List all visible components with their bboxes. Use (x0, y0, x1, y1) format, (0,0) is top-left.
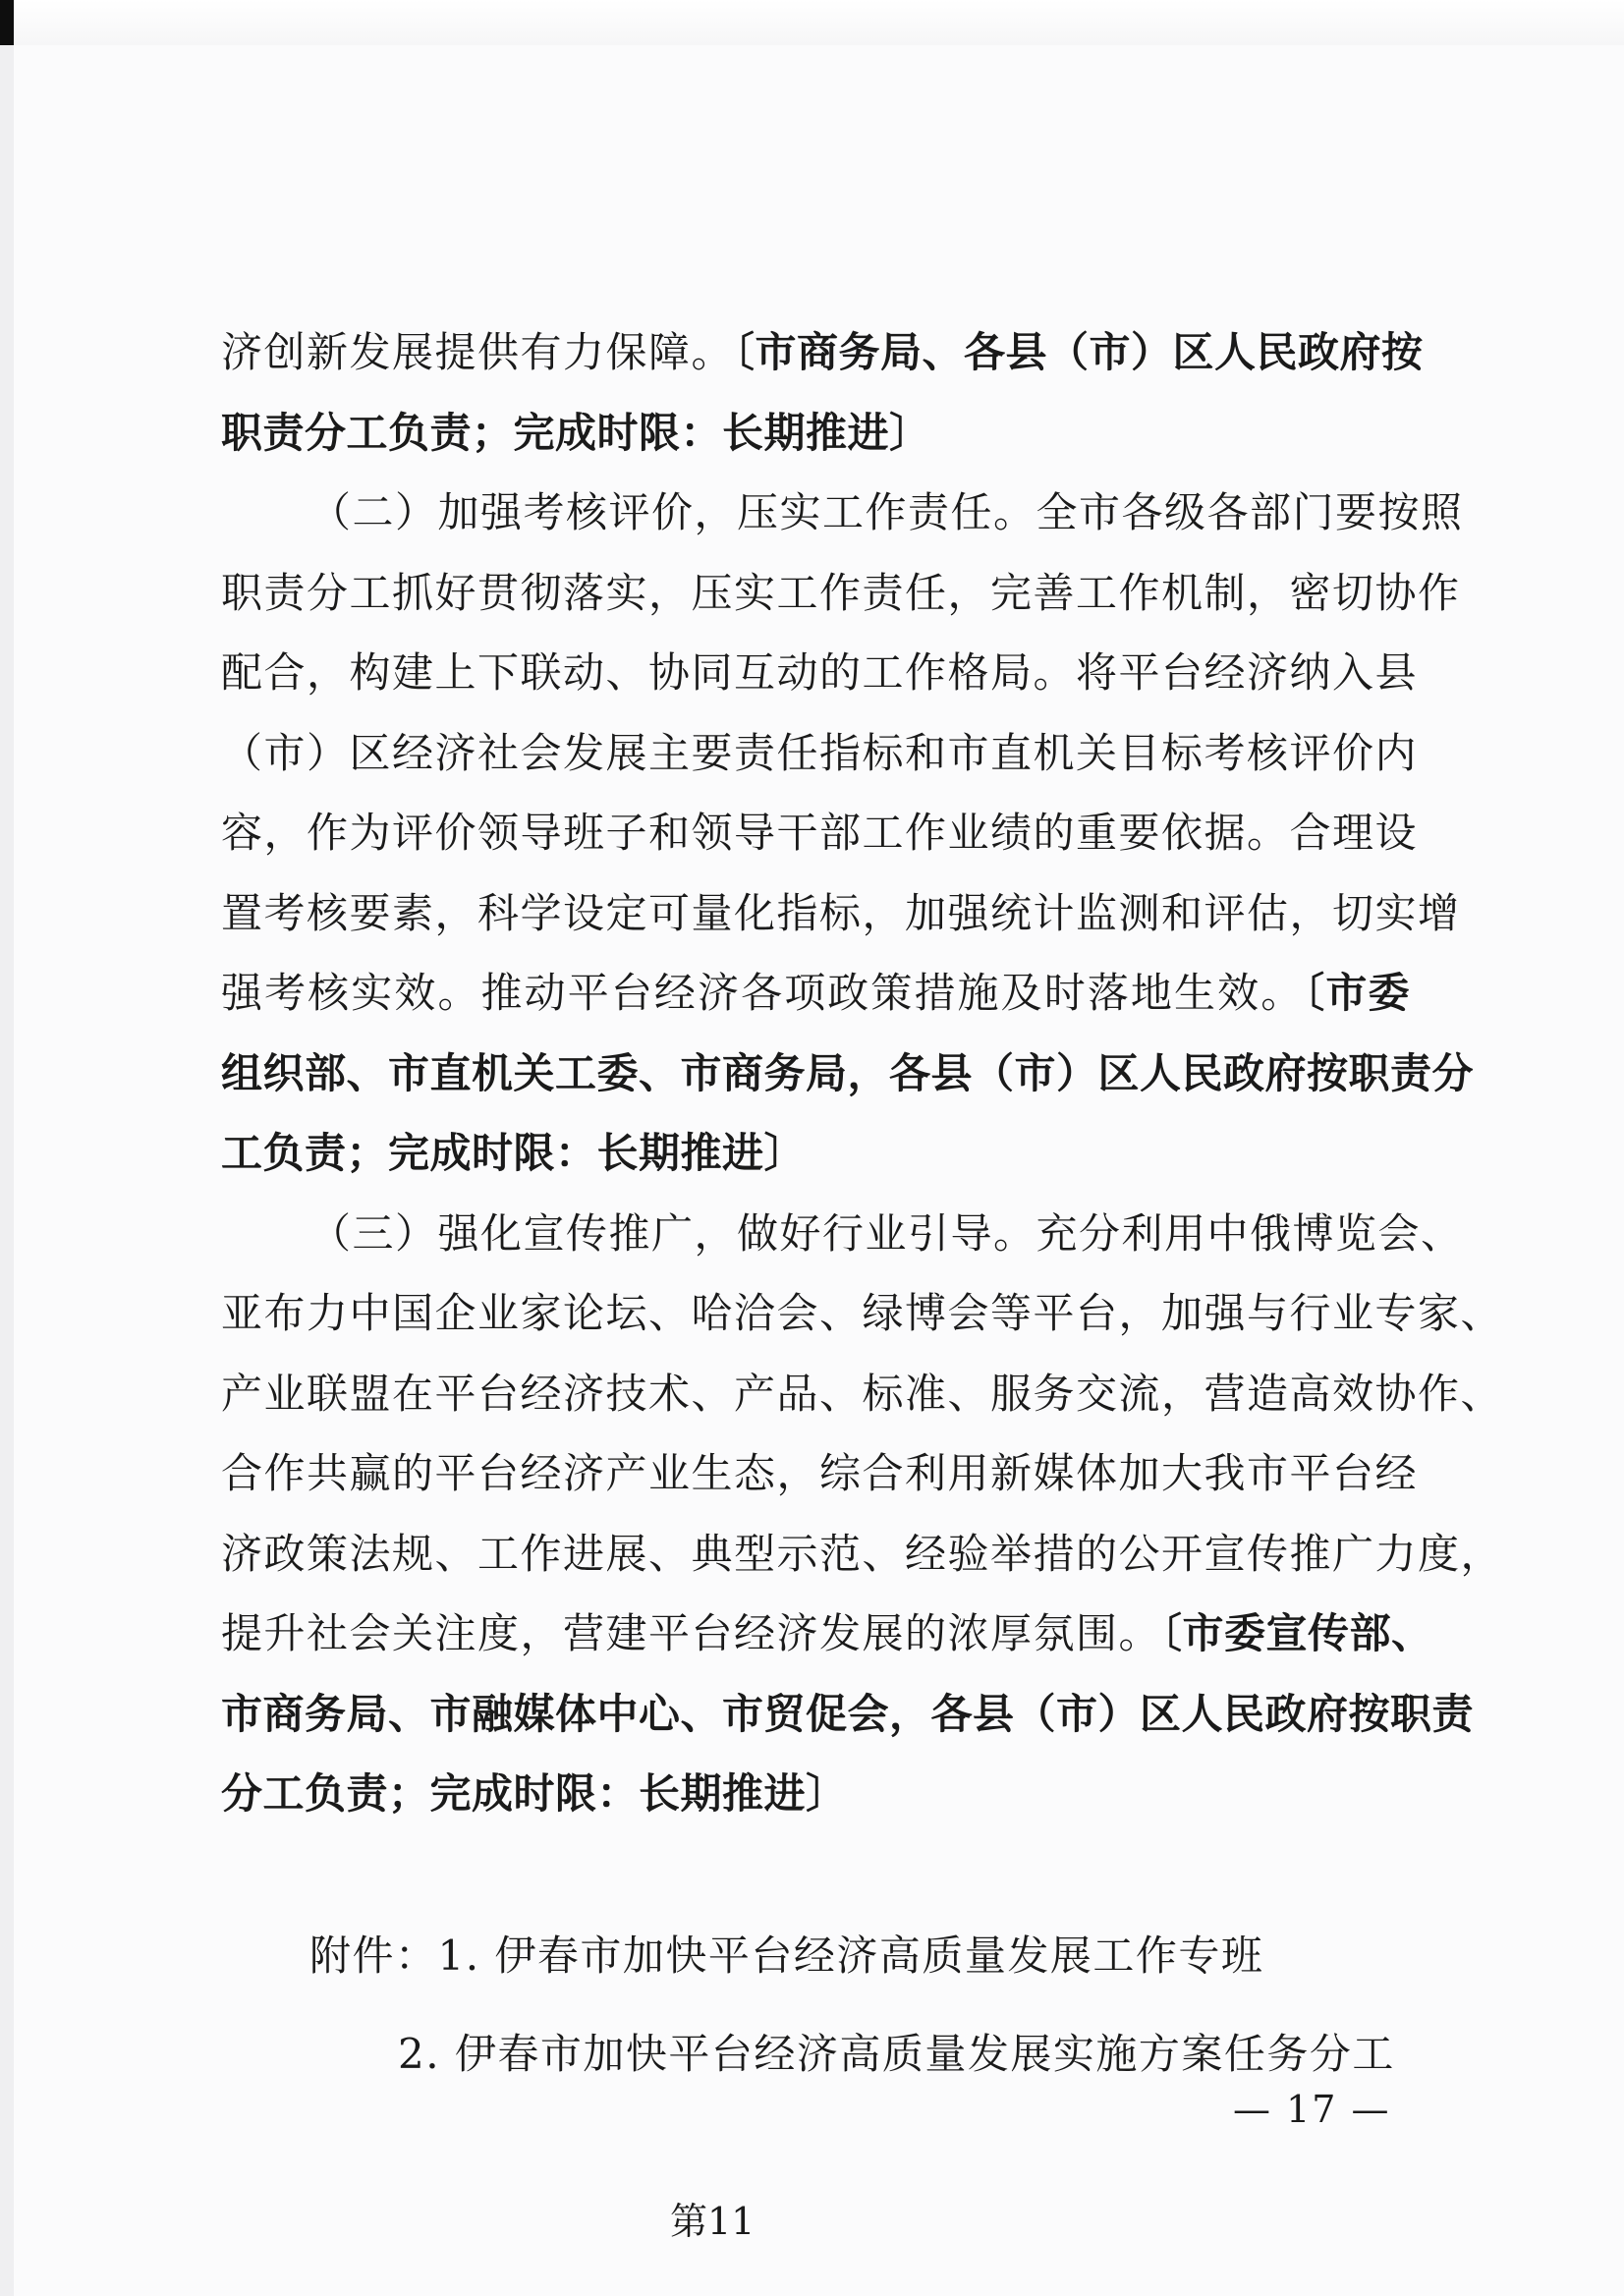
responsibility-note: 分工负责；完成时限：长期推进〕 (221, 1769, 848, 1818)
responsibility-note: 〔市商务局、各县（市）区人民政府按 (734, 328, 1424, 376)
body-text: 充分利用中俄博览会、 (1036, 1208, 1464, 1258)
paragraph-line (221, 953, 1410, 1034)
paragraph-line: 济政策法规、工作进展、典型示范、经验举措的公开宣传推广力度， (221, 1529, 1504, 1578)
attachment-item-2: 2. 伊春市加快平台经济高质量发展实施方案任务分工 (398, 2030, 1395, 2078)
scan-left-edge (0, 45, 14, 2296)
paragraph-line: 容，作为评价领导班子和领导干部工作业绩的重要依据。合理设 (221, 809, 1419, 857)
paragraph-line: 合作共赢的平台经济产业生态，综合利用新媒体加大我市平台经 (221, 1449, 1419, 1497)
paragraph-line: 职责分工抓好贯彻落实，压实工作责任，完善工作机制，密切协作 (221, 568, 1461, 617)
responsibility-note: 组织部、市直机关工委、市商务局，各县（市）区人民政府按职责分 (221, 1048, 1475, 1097)
responsibility-note: 市商务局、市融媒体中心、市贸促会，各县（市）区人民政府按职责 (221, 1689, 1475, 1738)
paragraph-line: 亚布力中国企业家论坛、哈洽会、绿博会等平台，加强与行业专家、 (221, 1289, 1504, 1337)
body-text: 济创新发展提供有力保障。 (221, 328, 735, 376)
body-text: 全市各级各部门要按照 (1036, 488, 1464, 536)
document-page (221, 312, 1504, 2078)
attachment-item-1: 附件：1. 伊春市加快平台经济高质量发展工作专班 (309, 1932, 1264, 1980)
paragraph-2 (221, 473, 1475, 1194)
paragraph-line: 配合，构建上下联动、协同互动的工作格局。将平台经济纳入县 (221, 648, 1419, 697)
page-number: — 17 — (1233, 2088, 1391, 2131)
section-heading: （二）加强考核评价，压实工作责任。 (309, 488, 1036, 536)
scan-top-edge (0, 0, 1624, 45)
paragraph-line (221, 1194, 1464, 1274)
paragraph-line (221, 312, 1424, 393)
body-text: 强考核实效。推动平台经济各项政策措施及时落地生效。 (221, 969, 1305, 1017)
section-heading: （三）强化宣传推广，做好行业引导。 (309, 1208, 1036, 1258)
body-text: 提升社会关注度，营建平台经济发展的浓厚氛围。 (221, 1609, 1162, 1657)
responsibility-note: 〔市委 (1304, 969, 1410, 1017)
paragraph-line: （市）区经济社会发展主要责任指标和市直机关目标考核评价内 (221, 728, 1419, 777)
paragraph-line: 置考核要素，科学设定可量化指标，加强统计监测和评估，切实增 (221, 888, 1461, 937)
responsibility-note: 职责分工负责；完成时限：长期推进〕 (221, 408, 931, 457)
sheet-number: 第11 (670, 2200, 756, 2243)
paragraph-line (221, 473, 1464, 553)
paragraph-line (221, 1594, 1433, 1674)
paragraph-3 (221, 1194, 1504, 1834)
paragraph-1 (221, 312, 1424, 473)
responsibility-note: 工负责；完成时限：长期推进〕 (221, 1129, 807, 1177)
paragraph-line: 产业联盟在平台经济技术、产品、标准、服务交流，营造高效协作、 (221, 1369, 1504, 1418)
paragraph-line (221, 393, 1410, 474)
scan-corner-mark (0, 0, 14, 45)
responsibility-note: 〔市委宣传部、 (1161, 1609, 1433, 1657)
